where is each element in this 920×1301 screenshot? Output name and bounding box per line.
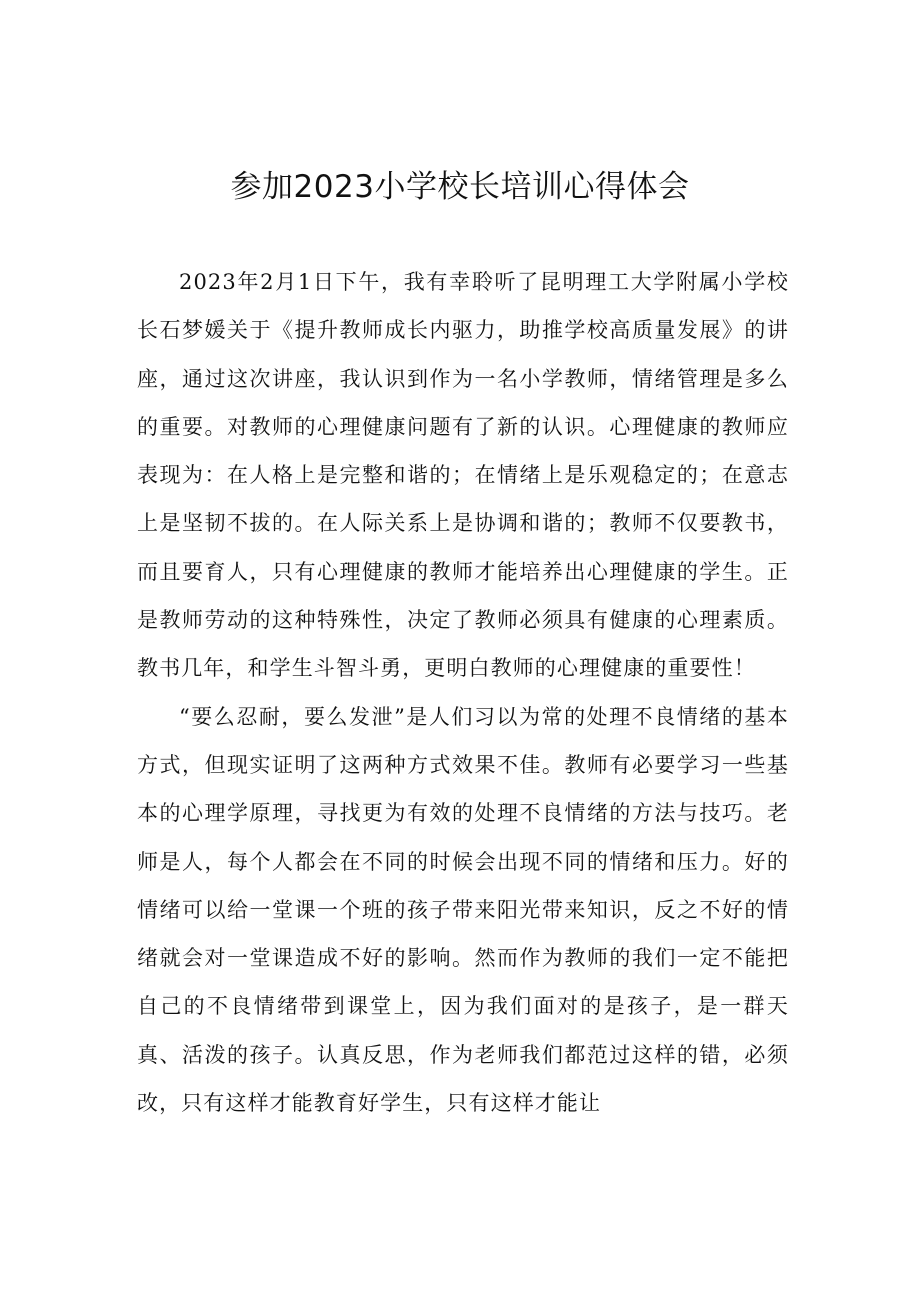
body-paragraph-1: 2023年2月1日下午，我有幸聆听了昆明理工大学附属小学校长石梦媛关于《提升教师成长内驱力，助推学校高质量发展》的讲座，通过这次讲座，我认识到作为一名小学教师，情绪管理是多么的重要。对教师的心理健康问题有了新的认识。心理健康的教师应表现为：在人格上是完整和谐的；在情绪上是乐观稳定的；在意志上是坚韧不拔的。在人际关系上是协调和谐的；教师不仅要教书，而且要育人，只有心理健康的教师才能培养出心理健康的学生。正是教师劳动的这种特殊性，决定了教师必须具有健康的心理素质。教书几年，和学生斗智斗勇，更明白教师的心理健康的重要性！ bbox=[137, 270, 789, 681]
document-title: 参加2023小学校长培训心得体会 bbox=[230, 169, 690, 205]
body-paragraph-2: “要么忍耐，要么发泄”是人们习以为常的处理不良情绪的基本方式，但现实证明了这两种方式效果不佳。教师有必要学习一些基本的心理学原理，寻找更为有效的处理不良情绪的方法与技巧。老师是人，每个人都会在不同的时候会出现不同的情绪和压力。好的情绪可以给一堂课一个班的孩子带来阳光带来知识，反之不好的情绪就会对一堂课造成不好的影响。然而作为教师的我们一定不能把自己的不良情绪带到课堂上，因为我们面对的是孩子，是一群天真、活泼的孩子。认真反思，作为老师我们都范过这样的错，必须改，只有这样才能教育好学生，只有这样才能让 bbox=[137, 704, 789, 1116]
document-body bbox=[137, 258, 789, 1127]
